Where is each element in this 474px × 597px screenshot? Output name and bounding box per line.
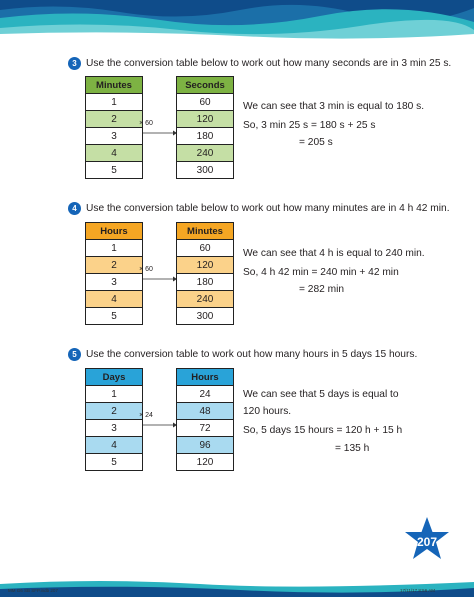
question-number-badge: 4 [68, 202, 81, 215]
explanation-line: So, 3 min 25 s = 180 s + 25 s [243, 120, 376, 131]
explanation-line: = 282 min [299, 284, 345, 295]
explanation-line: 120 hours. [243, 406, 292, 417]
question-text: Use the conversion table to work out how many hours in 5 days 15 hours. [86, 349, 418, 360]
table-cell: 300 [177, 162, 234, 179]
table-cell: 60 [177, 94, 234, 111]
page-number: 207 [416, 535, 438, 549]
table-cell: 5 [86, 162, 143, 179]
q3-seconds-table [176, 76, 234, 179]
question-number-badge: 3 [68, 57, 81, 70]
bottom-wave [0, 574, 474, 597]
q4-conversion-arrow [116, 266, 176, 286]
table-cell: 120 [177, 454, 234, 471]
multiplier-label: × 24 [139, 412, 153, 419]
star-icon [402, 516, 452, 566]
table-cell: 3 [86, 128, 143, 145]
table-cell: 120 [177, 257, 234, 274]
table-cell: 5 [86, 454, 143, 471]
table-cell: 4 [86, 291, 143, 308]
banner-waves [0, 0, 474, 40]
table-cell: 180 [177, 128, 234, 145]
table-header: Minutes [177, 223, 234, 240]
table-cell: 72 [177, 420, 234, 437]
q5-hours-table [176, 368, 234, 471]
table-cell: 2 [86, 403, 143, 420]
footer-timestamp: 17/11/17 8:56 AM [400, 588, 435, 593]
arrow-right-icon [116, 266, 176, 286]
table-header: Days [86, 369, 143, 386]
q4-minutes-table [176, 222, 234, 325]
table-cell: 240 [177, 145, 234, 162]
question-text: Use the conversion table below to work out how many seconds are in 3 min 25 s. [86, 58, 452, 69]
page-number-badge [402, 516, 452, 566]
table-cell: 5 [86, 308, 143, 325]
table-cell: 240 [177, 291, 234, 308]
table-cell: 4 [86, 437, 143, 454]
table-cell: 180 [177, 274, 234, 291]
table-cell: 300 [177, 308, 234, 325]
multiplier-label: × 60 [139, 266, 153, 273]
explanation-line: We can see that 5 days is equal to [243, 389, 399, 400]
table-cell: 60 [177, 240, 234, 257]
q3-conversion-arrow [116, 120, 176, 140]
explanation-line: We can see that 4 h is equal to 240 min. [243, 248, 425, 259]
table-header: Hours [86, 223, 143, 240]
table-cell: 48 [177, 403, 234, 420]
table-header: Hours [177, 369, 234, 386]
explanation-line: = 205 s [299, 137, 333, 148]
table-cell: 2 [86, 257, 143, 274]
multiplier-label: × 60 [139, 120, 153, 127]
table-header: Minutes [86, 77, 143, 94]
table-cell: 1 [86, 386, 143, 403]
explanation-line: So, 4 h 42 min = 240 min + 42 min [243, 267, 399, 278]
explanation-line: We can see that 3 min is equal to 180 s. [243, 101, 425, 112]
table-cell: 3 [86, 274, 143, 291]
table-cell: 24 [177, 386, 234, 403]
table-header: Seconds [177, 77, 234, 94]
table-cell: 3 [86, 420, 143, 437]
table-cell: 2 [86, 111, 143, 128]
question-text: Use the conversion table below to work out how many minutes are in 4 h 42 min. [86, 203, 450, 214]
arrow-right-icon [116, 412, 176, 432]
question-number-badge: 5 [68, 348, 81, 361]
table-cell: 96 [177, 437, 234, 454]
footer-file-info: MM G6 SB SFP.indb 207 [8, 588, 58, 593]
explanation-line: = 135 h [335, 443, 370, 454]
table-cell: 120 [177, 111, 234, 128]
table-cell: 1 [86, 94, 143, 111]
table-cell: 1 [86, 240, 143, 257]
top-banner [0, 0, 474, 40]
arrow-right-icon [116, 120, 176, 140]
q5-conversion-arrow [116, 412, 176, 432]
explanation-line: So, 5 days 15 hours = 120 h + 15 h [243, 425, 403, 436]
table-cell: 4 [86, 145, 143, 162]
